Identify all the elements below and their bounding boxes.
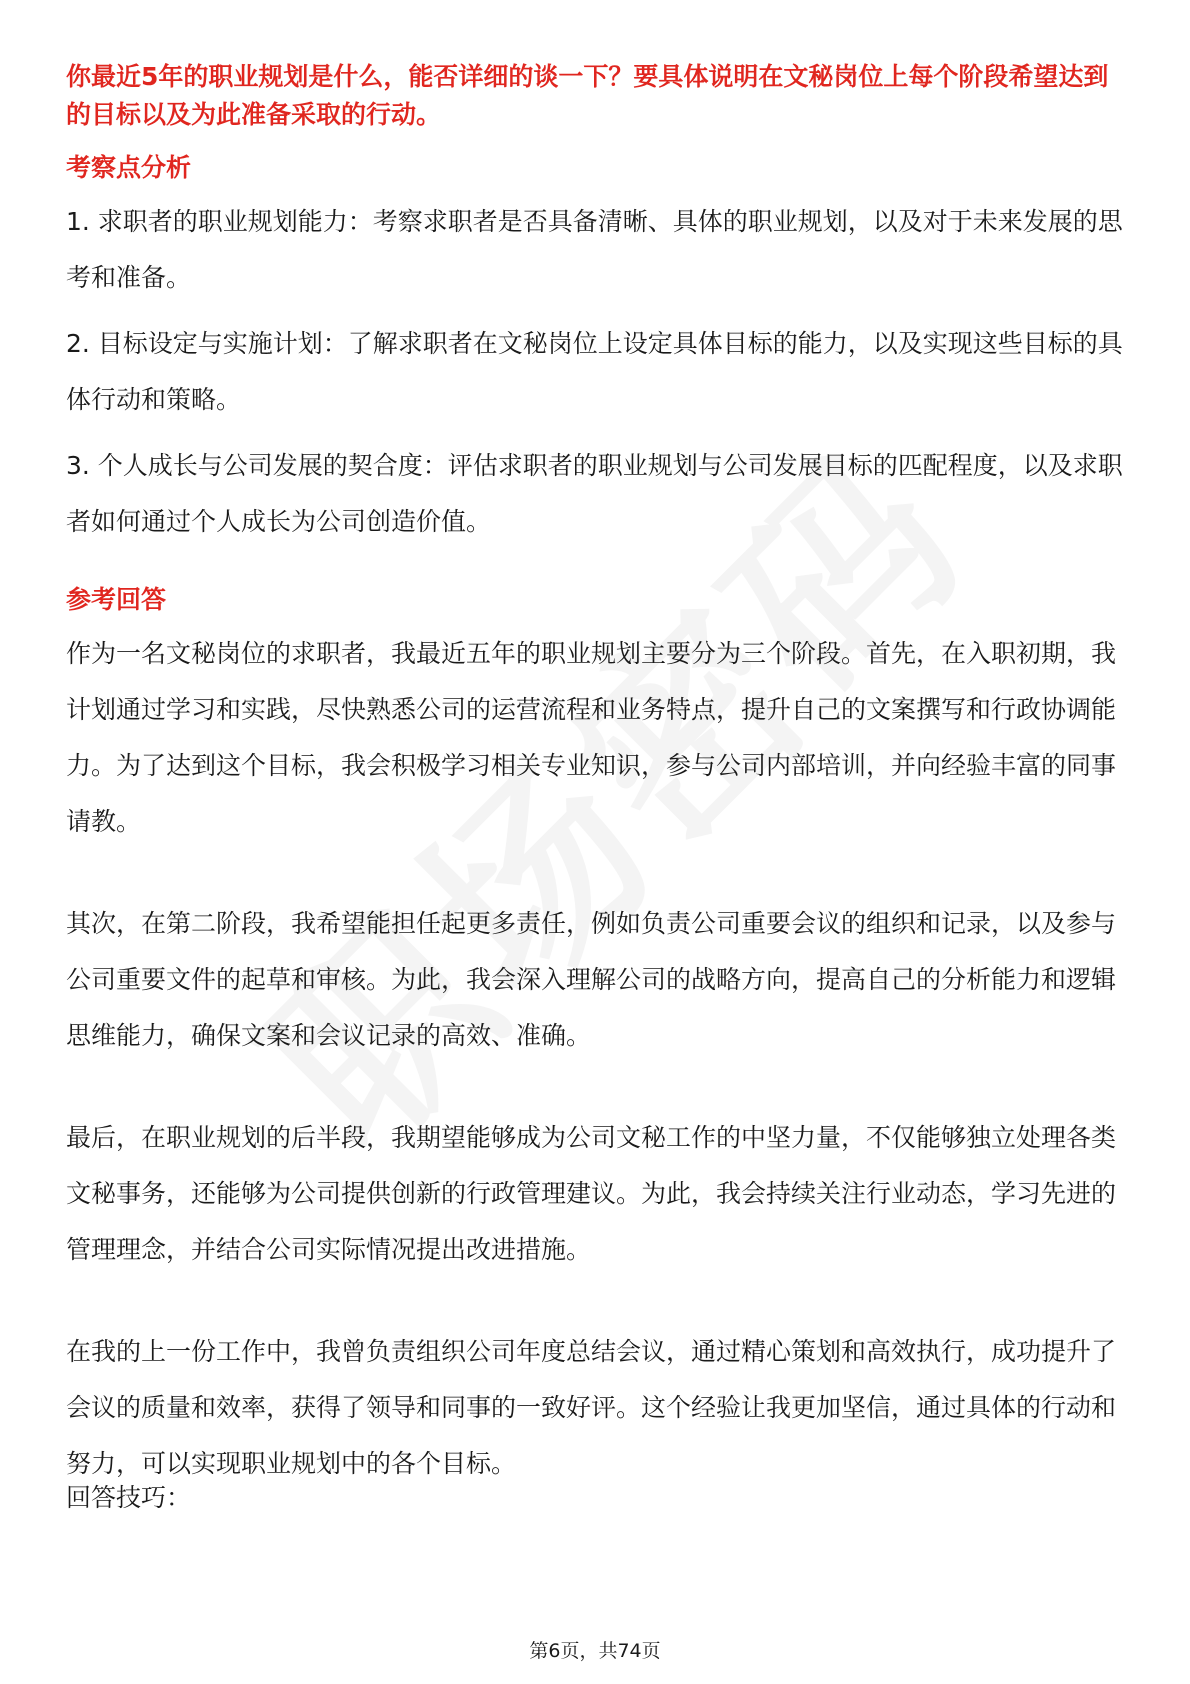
answer-section	[66, 580, 1126, 1492]
analysis-item	[66, 194, 1126, 306]
answer-paragraph: 在我的上一份工作中，我曾负责组织公司年度总结会议，通过精心策划和高效执行，成功提升了会议的质量和效率，获得了领导和同事的一致好评。这个经验让我更加坚信，通过具体的行动和努力，可以实现职业规划中的各个目标。	[66, 1337, 1117, 1478]
analysis-item-text: 3. 个人成长与公司发展的契合度：评估求职者的职业规划与公司发展目标的匹配程度，以及求职者如何通过个人成长为公司创造价值。	[66, 451, 1123, 536]
question-heading: 你最近5年的职业规划是什么，能否详细的谈一下？要具体说明在文秘岗位上每个阶段希望达到的目标以及为此准备采取的行动。	[66, 62, 1109, 129]
content	[66, 58, 1126, 1492]
answer-paragraph: 其次，在第二阶段，我希望能担任起更多责任，例如负责公司重要会议的组织和记录，以及参与公司重要文件的起草和审核。为此，我会深入理解公司的战略方向，提高自己的分析能力和逻辑思维能力，确保文案和会议记录的高效、准确。	[66, 909, 1117, 1050]
analysis-item	[66, 316, 1126, 428]
tips-label: 回答技巧：	[66, 1483, 192, 1512]
analysis-item-text: 1. 求职者的职业规划能力：考察求职者是否具备清晰、具体的职业规划，以及对于未来发展的思考和准备。	[66, 207, 1123, 292]
analysis-title: 考察点分析	[66, 153, 192, 182]
answer-paragraph: 最后，在职业规划的后半段，我期望能够成为公司文秘工作的中坚力量，不仅能够独立处理各类文秘事务，还能够为公司提供创新的行政管理建议。为此，我会持续关注行业动态，学习先进的管理理念，并结合公司实际情况提出改进措施。	[66, 1123, 1117, 1264]
analysis-section	[66, 148, 1126, 550]
page-footer: 第6页，共74页	[529, 1640, 661, 1662]
answer-paragraph: 作为一名文秘岗位的求职者，我最近五年的职业规划主要分为三个阶段。首先，在入职初期，我计划通过学习和实践，尽快熟悉公司的运营流程和业务特点，提升自己的文案撰写和行政协调能力。为了达到这个目标，我会积极学习相关专业知识，参与公司内部培训，并向经验丰富的同事请教。	[66, 639, 1117, 836]
answer-title: 参考回答	[66, 585, 167, 614]
analysis-item-text: 2. 目标设定与实施计划：了解求职者在文秘岗位上设定具体目标的能力，以及实现这些目标的具体行动和策略。	[66, 329, 1123, 414]
analysis-item	[66, 438, 1126, 550]
